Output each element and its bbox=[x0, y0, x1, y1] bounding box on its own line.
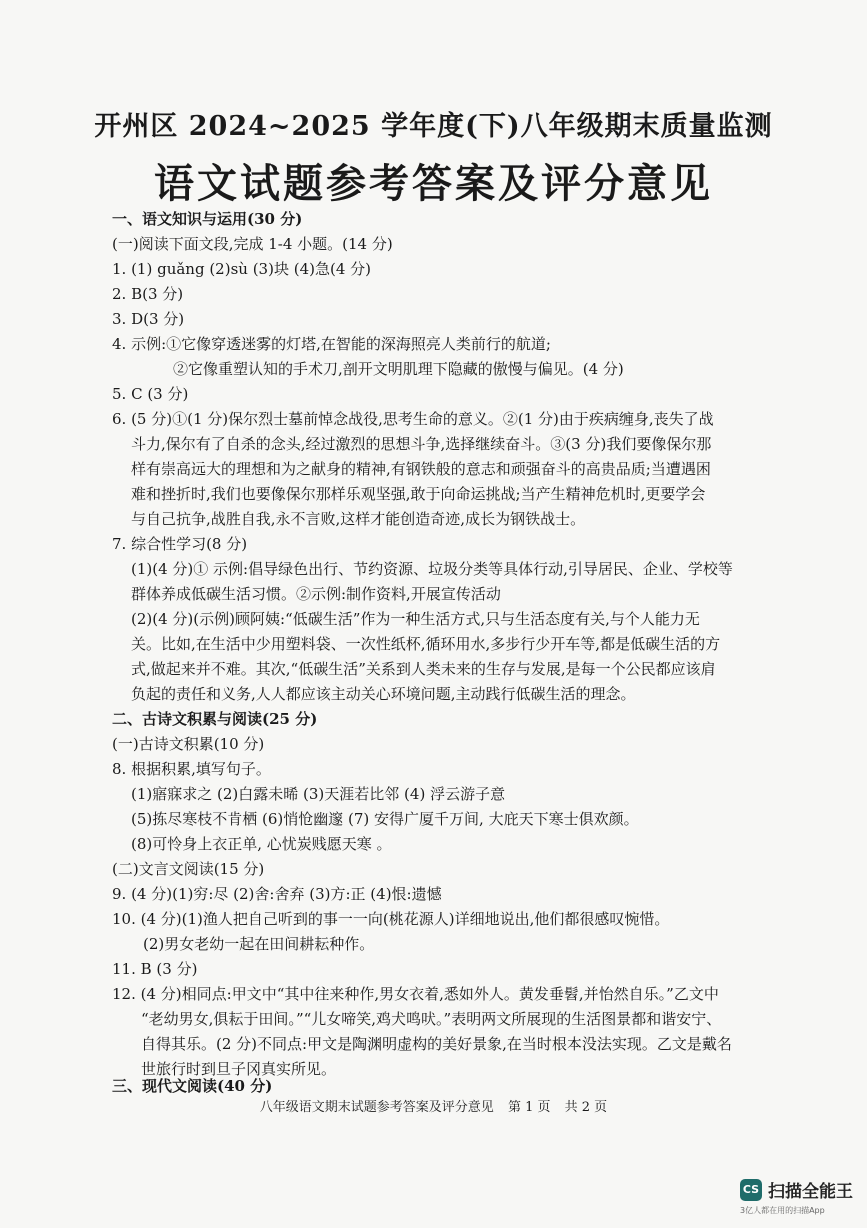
answer-line: 6. (5 分)①(1 分)保尔烈士墓前悼念战役,思考生命的意义。②(1 分)由于疾病缠身,丧失了战 bbox=[112, 410, 714, 428]
footer-total-pages: 共 2 页 bbox=[564, 1100, 608, 1115]
answer-line: (5)拣尽寒枝不肯栖 (6)悄怆幽邃 (7) 安得广厦千万间, 大庇天下寒士俱欢颜。 bbox=[131, 810, 639, 828]
answer-line: 与自己抗争,战胜自我,永不言败,这样才能创造奇迹,成长为钢铁战士。 bbox=[131, 510, 586, 528]
answer-line: (2)男女老幼一起在田间耕耘种作。 bbox=[143, 935, 375, 953]
answer-line: 斗力,保尔有了自杀的念头,经过激烈的思想斗争,选择继续奋斗。③(3 分)我们要像保尔那 bbox=[131, 435, 712, 453]
subsection-heading: (二)文言文阅读(15 分) bbox=[112, 860, 265, 878]
watermark-tagline: 3亿人都在用的扫描App bbox=[740, 1206, 825, 1215]
answer-line: 关。比如,在生活中少用塑料袋、一次性纸杯,循环用水,多步行少开车等,都是低碳生活的方 bbox=[131, 635, 721, 653]
answer-line: 4. 示例:①它像穿透迷雾的灯塔,在智能的深海照亮人类前行的航道; bbox=[112, 335, 551, 353]
page-footer bbox=[0, 1096, 867, 1115]
answer-line: “老幼男女,俱耘于田间。”“儿女啼笑,鸡犬鸣吠。”表明两文所展现的生活图景都和谐安宁、 bbox=[141, 1010, 722, 1028]
answer-line: 难和挫折时,我们也要像保尔那样乐观坚强,敢于向命运挑战;当产生精神危机时,更要学会 bbox=[131, 485, 706, 503]
answer-line: 式,做起来并不难。其次,“低碳生活”关系到人类未来的生存与发展,是每一个公民都应该肩 bbox=[131, 660, 716, 678]
answer-line: 群体养成低碳生活习惯。②示例:制作资料,开展宣传活动 bbox=[131, 585, 501, 603]
section-heading: 一、语文知识与运用(30 分) bbox=[112, 210, 303, 228]
footer-doc-title: 八年级语文期末试题参考答案及评分意见 bbox=[259, 1100, 494, 1115]
section-heading: 二、古诗文积累与阅读(25 分) bbox=[112, 710, 318, 728]
section-heading: 三、现代文阅读(40 分) bbox=[112, 1077, 273, 1095]
answer-line: 10. (4 分)(1)渔人把自己听到的事一一向(桃花源人)详细地说出,他们都很感叹惋惜。 bbox=[112, 910, 670, 928]
answer-line: 11. B (3 分) bbox=[112, 960, 198, 978]
answer-line: (1)寤寐求之 (2)白露未晞 (3)天涯若比邻 (4) 浮云游子意 bbox=[131, 785, 506, 803]
answer-line: 5. C (3 分) bbox=[112, 385, 189, 403]
exam-header-title: 开州区 2024~2025 学年度(下)八年级期末质量监测 bbox=[94, 111, 773, 142]
answer-line: 12. (4 分)相同点:甲文中“其中往来种作,男女衣着,悉如外人。黄发垂髫,并怡然自乐。”乙文中 bbox=[112, 985, 719, 1003]
answer-line: 8. 根据积累,填写句子。 bbox=[112, 760, 271, 778]
answer-line: (8)可怜身上衣正单, 心忧炭贱愿天寒 。 bbox=[131, 835, 392, 853]
answer-line: 世旅行时到旦子冈真实所见。 bbox=[141, 1060, 337, 1078]
scanner-watermark bbox=[740, 1177, 853, 1216]
subsection-heading: (一)古诗文积累(10 分) bbox=[112, 735, 265, 753]
answer-line: (2)(4 分)(示例)顾阿姨:“低碳生活”作为一种生活方式,只与生活态度有关,与个人能力无 bbox=[131, 610, 700, 628]
answer-line: 1. (1) guǎng (2)sù (3)块 (4)急(4 分) bbox=[112, 260, 371, 278]
answer-line: 自得其乐。(2 分)不同点:甲文是陶渊明虚构的美好景象,在当时根本没法实现。乙文是戴名 bbox=[141, 1035, 732, 1053]
answer-line: 3. D(3 分) bbox=[112, 310, 185, 328]
answer-line: 样有崇高远大的理想和为之献身的精神,有钢铁般的意志和顽强奋斗的高贵品质;当遭遇困 bbox=[131, 460, 711, 478]
answer-line: 9. (4 分)(1)穷:尽 (2)舍:舍弃 (3)方:正 (4)恨:遗憾 bbox=[112, 885, 442, 903]
watermark-app-name: 扫描全能王 bbox=[768, 1182, 853, 1202]
answer-line: 负起的责任和义务,人人都应该主动关心环境问题,主动践行低碳生活的理念。 bbox=[131, 685, 636, 703]
answer-line: 2. B(3 分) bbox=[112, 285, 184, 303]
subsection-heading: (一)阅读下面文段,完成 1-4 小题。(14 分) bbox=[112, 235, 393, 253]
footer-page-number: 第 1 页 bbox=[507, 1100, 551, 1115]
document-title: 语文试题参考答案及评分意见 bbox=[154, 160, 713, 207]
answer-line: (1)(4 分)① 示例:倡导绿色出行、节约资源、垃圾分类等具体行动,引导居民、企业、学校等 bbox=[131, 560, 733, 578]
answer-line: 7. 综合性学习(8 分) bbox=[112, 535, 248, 553]
camscanner-logo-icon: CS bbox=[740, 1179, 762, 1201]
answer-line: ②它像重塑认知的手术刀,剖开文明肌理下隐藏的傲慢与偏见。(4 分) bbox=[173, 360, 624, 378]
